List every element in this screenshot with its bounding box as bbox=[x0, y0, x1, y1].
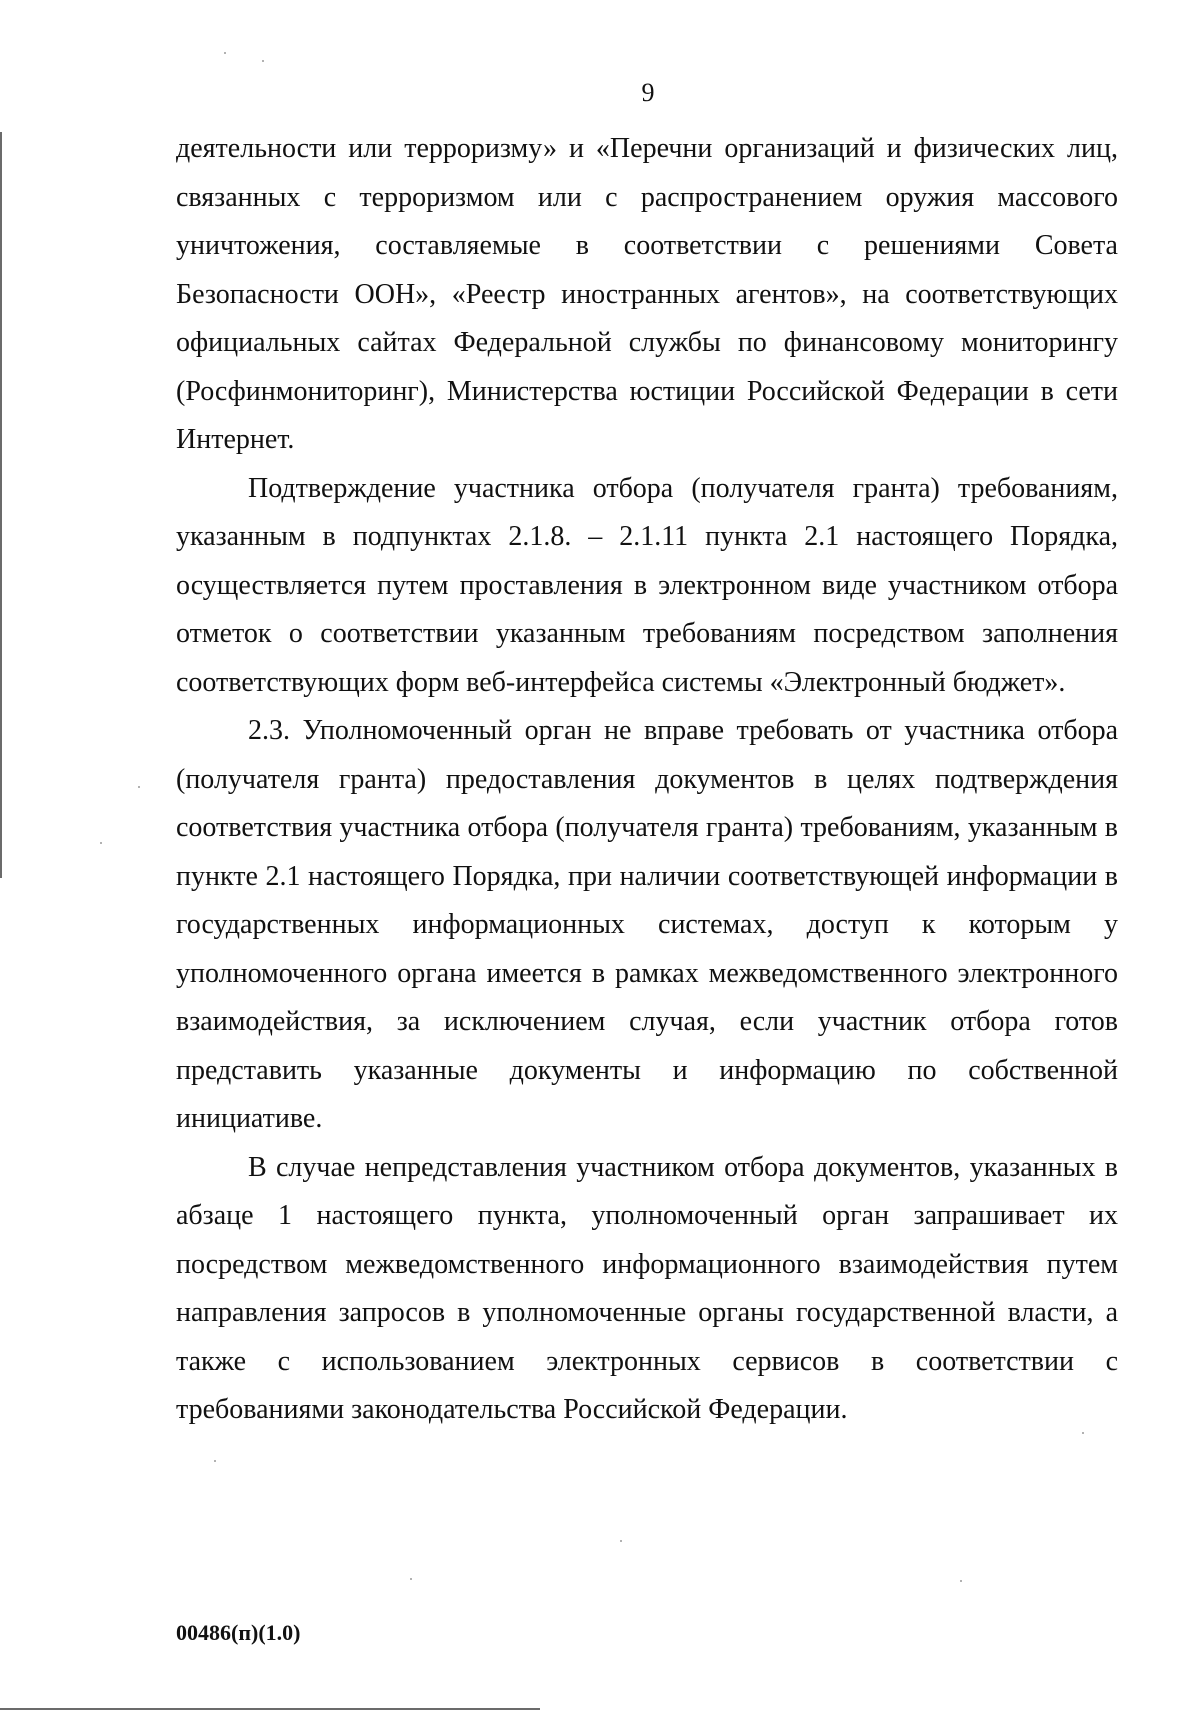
scan-bottom-line bbox=[0, 1708, 540, 1710]
scan-speck bbox=[214, 1460, 216, 1462]
scan-speck bbox=[262, 60, 264, 62]
document-footer-code: 00486(п)(1.0) bbox=[176, 1620, 301, 1645]
scan-edge-line bbox=[0, 132, 2, 878]
scan-speck bbox=[960, 1580, 962, 1582]
paragraph-continuation: деятельности или терроризму» и «Перечни организаций и физических лиц, связанных с терроризмом или с распространением оружия массового уничтожения, составляемые в соответствии с решениями Совета Безопасности ООН», «Реестр иностранных агентов», на соответствующих официальных сайтах Федеральной службы по финансовому мониторингу (Росфинмониторинг), Министерства юстиции Российской Федерации в сети Интернет. bbox=[176, 133, 1118, 455]
paragraph-non-submission: В случае непредставления участником отбора документов, указанных в абзаце 1 настоящего пункта, уполномоченный орган запрашивает их посредством межведомственного информационного взаимодействия путем направления запросов в уполномоченные органы государственной власти, а также с использованием электронных сервисов в соответствии с требованиями законодательства Российской Федерации. bbox=[176, 1151, 1118, 1425]
scan-speck bbox=[410, 1578, 412, 1580]
scan-speck bbox=[138, 786, 140, 788]
scan-speck bbox=[100, 842, 102, 844]
page-number: 9 bbox=[641, 78, 655, 107]
paragraph-confirmation: Подтверждение участника отбора (получателя гранта) требованиям, указанным в подпунктах 2.1.8. – 2.1.11 пункта 2.1 настоящего Порядка, осуществляется путем проставления в электронном виде участником отбора отметок о соответствии указанным требованиям посредством заполнения соответствующих форм веб-интерфейса системы «Электронный бюджет». bbox=[176, 472, 1118, 698]
scan-speck bbox=[224, 52, 226, 54]
paragraph-section-2-3: 2.3. Уполномоченный орган не вправе требовать от участника отбора (получателя гранта) предоставления документов в целях подтверждения соответствия участника отбора (получателя гранта) требованиям, указанным в пункте 2.1 настоящего Порядка, при наличии соответствующей информации в государственных информационных системах, доступ к которым у уполномоченного органа имеется в рамках межведомственного электронного взаимодействия, за исключением случая, если участник отбора готов представить указанные документы и информацию по собственной инициативе. bbox=[176, 715, 1118, 1134]
document-body bbox=[176, 125, 1118, 1435]
scan-speck bbox=[620, 1540, 622, 1542]
